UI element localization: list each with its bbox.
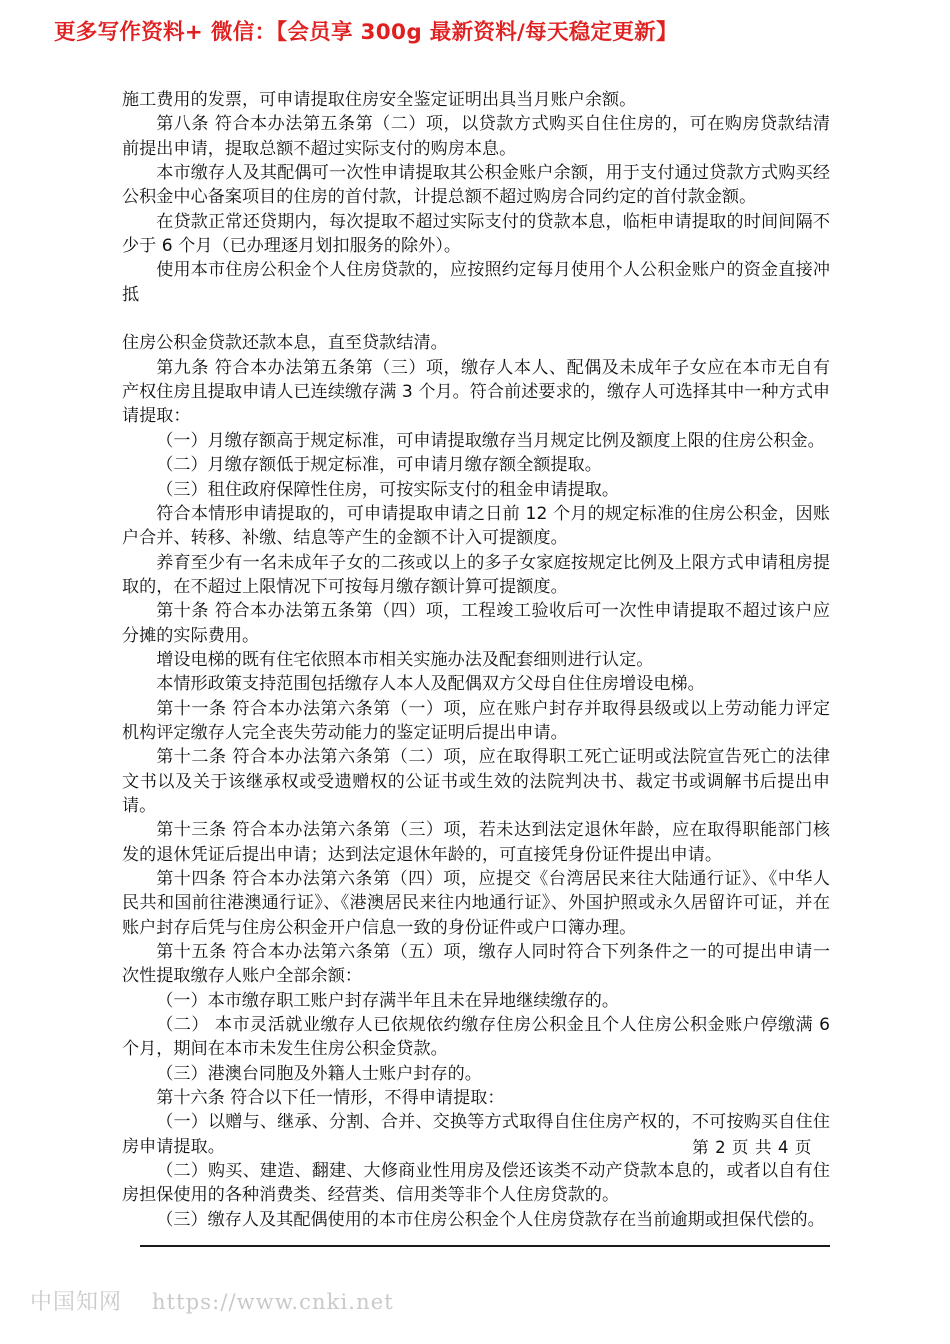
p-shigong-fapiao: 施工费用的发票，可申请提取住房安全鉴定证明出具当月账户余额。: [122, 90, 637, 110]
cnki-watermark-url: https://www.cnki.net: [152, 1290, 394, 1314]
p-article-9: 第九条 符合本办法第五条第（三）项，缴存人本人、配偶及未成年子女应在本市无自有产权住房且提取申请人已连续缴存满 3 个月。符合前述要求的，缴存人可选择其中一种方式申请提取：: [122, 357, 830, 427]
p-zengshe-dianti: 增设电梯的既有住宅依照本市相关实施办法及配套细则进行认定。: [156, 649, 654, 670]
p-a15-item-3: （三）港澳台同胞及外籍人士账户封存的。: [156, 1063, 482, 1084]
p-article-14: 第十四条 符合本办法第六条第（四）项，应提交《台湾居民来往大陆通行证》、《中华人民共和国前往港澳通行证》、《港澳居民来往内地通行证》、外国护照或永久居留许可证，并在账户封存后凭与住房公积金开户信息一致的身份证件或户口簿办理。: [122, 869, 830, 938]
p-a16-item-3: （三）缴存人及其配偶使用的本市住房公积金个人住房贷款存在当前逾期或担保代偿的。: [156, 1209, 825, 1230]
p-article-13: 第十三条 符合本办法第六条第（三）项，若未达到法定退休年龄，应在取得职能部门核发的退休凭证后提出申请；达到法定退休年龄的，可直接凭身份证件提出申请。: [122, 820, 830, 865]
promo-banner: [54, 14, 874, 52]
p-a16-item-1: （一）以赠与、继承、分割、合并、交换等方式取得自住住房产权的，不可按购买自住住房申请提取。: [122, 1112, 830, 1157]
p-article-10: 第十条 符合本办法第五条第（四）项，工程竣工验收后可一次性申请提取不超过该户应分摊的实际费用。: [122, 601, 830, 646]
p-article-15: 第十五条 符合本办法第六条第（五）项，缴存人同时符合下列条件之一的可提出申请一次性提取缴存人账户全部余额：: [122, 942, 830, 987]
p-daikuan-huandai: 在贷款正常还贷期内，每次提取不超过实际支付的贷款本息，临柜申请提取的时间间隔不少于 6 个月（已办理逐月划扣服务的除外）。: [122, 211, 830, 257]
p-article-12: 第十二条 符合本办法第六条第（二）项，应在取得职工死亡证明或法院宣告死亡的法律文书以及关于该继承权或受遗赠权的公证书或生效的法院判决书、裁定书或调解书后提出申请。: [122, 747, 830, 816]
p-a9-item-3: （三）租住政府保障性住房，可按实际支付的租金申请提取。: [156, 479, 620, 500]
p-benshi-jiaocunren: 本市缴存人及其配偶可一次性申请提取其公积金账户余额，用于支付通过贷款方式购买经公积金中心备案项目的住房的首付款，计提总额不超过购房合同约定的首付款金额。: [122, 163, 830, 208]
p-article-8: 第八条 符合本办法第五条第（二）项，以贷款方式购买自住住房的，可在购房贷款结清前提出申请，提取总额不超过实际支付的购房本息。: [122, 114, 830, 159]
p-huankuan-benxi: 住房公积金贷款还款本息，直至贷款结清。: [122, 333, 448, 354]
p-a15-item-1: （一）本市缴存职工账户封存满半年且未在异地继续缴存的。: [156, 990, 620, 1011]
promo-banner-text: 更多写作资料+ 微信：【会员享 300g 最新资料/每天稳定更新】: [54, 20, 678, 46]
page-number-footer: 第 2 页 共 4 页: [692, 1138, 812, 1157]
p-yangyu-duozinv: 养育至少有一名未成年子女的二孩或以上的多子女家庭按规定比例及上限方式申请租房提取的，在不超过上限情况下可按每月缴存额计算可提额度。: [122, 552, 830, 597]
cnki-watermark-name: 中国知网: [30, 1290, 123, 1315]
p-zhengce-zhichi: 本情形政策支持范围包括缴存人本人及配偶双方父母自住住房增设电梯。: [156, 674, 705, 695]
document-body: [122, 88, 830, 1232]
p-shiyong-gerendaikuan: 使用本市住房公积金个人住房贷款的，应按照约定每月使用个人公积金账户的资金直接冲抵: [122, 260, 830, 305]
p-article-11: 第十一条 符合本办法第六条第（一）项，应在账户封存并取得县级或以上劳动能力评定机构评定缴存人完全丧失劳动能力的鉴定证明后提出申请。: [122, 698, 830, 743]
p-a16-item-2: （二）购买、建造、翻建、大修商业性用房及偿还该类不动产贷款本息的，或者以自有住房担保使用的各种消费类、经营类、信用类等非个人住房贷款的。: [122, 1161, 830, 1206]
p-a9-item-1: （一）月缴存额高于规定标准，可申请提取缴存当月规定比例及额度上限的住房公积金。: [156, 430, 825, 451]
p-article-16: 第十六条 符合以下任一情形，不得申请提取：: [156, 1088, 505, 1109]
footer-divider: [140, 1245, 830, 1247]
p-fuhe-qingxing: 符合本情形申请提取的，可申请提取申请之日前 12 个月的规定标准的住房公积金，因账户合并、转移、补缴、结息等产生的金额不计入可提额度。: [122, 503, 830, 549]
cnki-watermark: [30, 1292, 394, 1314]
p-a15-item-2: （二） 本市灵活就业缴存人已依规依约缴存住房公积金且个人住房公积金账户停缴满 6 个月，期间在本市未发生住房公积金贷款。: [122, 1015, 830, 1060]
p-a9-item-2: （二）月缴存额低于规定标准，可申请月缴存额全额提取。: [156, 455, 602, 476]
